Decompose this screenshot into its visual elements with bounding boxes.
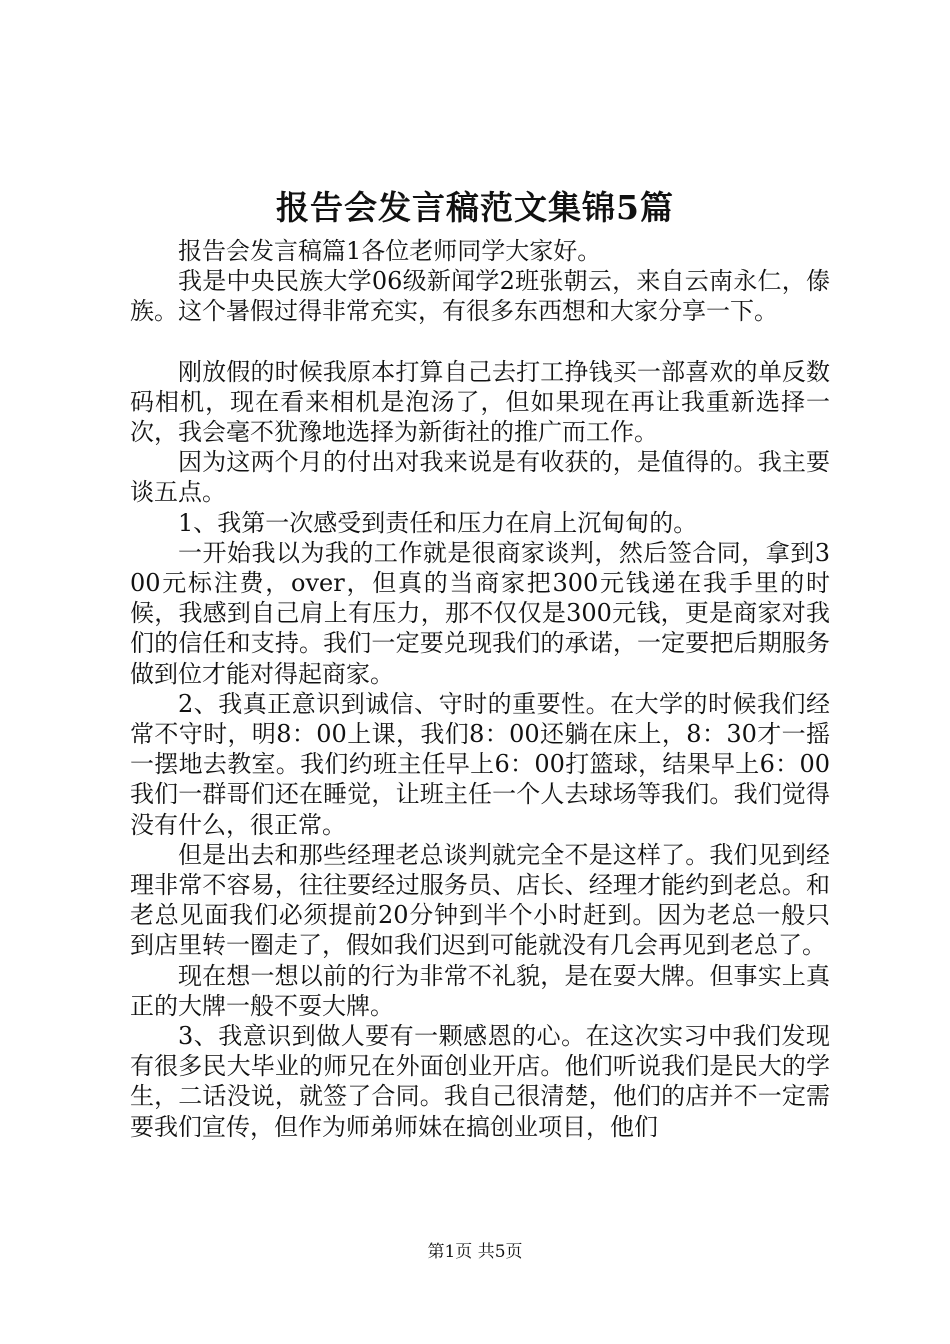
paragraph-3: 刚放假的时候我原本打算自己去打工挣钱买一部喜欢的单反数码相机，现在看来相机是泡汤了，但如果现在再让我重新选择一次，我会毫不犹豫地选择为新街社的推广而工作。 <box>130 357 830 447</box>
document-title: 报告会发言稿范文集锦5篇 <box>276 188 674 227</box>
paragraph-4: 因为这两个月的付出对我来说是有收获的，是值得的。我主要谈五点。 <box>130 448 830 507</box>
paragraph-7: 2、我真正意识到诚信、守时的重要性。在大学的时候我们经常不守时，明8：00上课，我们8：00还躺在床上，8：30才一摇一摆地去教室。我们约班主任早上6：00打篮球，结果早上6：00我们一群哥们还在睡觉，让班主任一个人去球场等我们。我们觉得没有什么，很正常。 <box>130 689 830 839</box>
paragraph-5: 1、我第一次感受到责任和压力在肩上沉甸甸的。 <box>178 508 698 537</box>
page-footer: 第1页 共5页 <box>427 1242 523 1262</box>
paragraph-1: 报告会发言稿篇1各位老师同学大家好。 <box>178 237 602 265</box>
document-body <box>130 236 830 1142</box>
paragraph-2: 我是中央民族大学06级新闻学2班张朝云，来自云南永仁，傣族。这个暑假过得非常充实，有很多东西想和大家分享一下。 <box>130 267 830 326</box>
paragraph-8: 但是出去和那些经理老总谈判就完全不是这样了。我们见到经理非常不容易，往往要经过服务员、店长、经理才能约到老总。和老总见面我们必须提前20分钟到半个小时赶到。因为老总一般只到店里转一圈走了，假如我们迟到可能就没有几会再见到老总了。 <box>130 840 830 960</box>
paragraph-9: 现在想一想以前的行为非常不礼貌，是在耍大牌。但事实上真正的大牌一般不耍大牌。 <box>130 961 830 1020</box>
paragraph-10: 3、我意识到做人要有一颗感恩的心。在这次实习中我们发现有很多民大毕业的师兄在外面创业开店。他们听说我们是民大的学生，二话没说，就签了合同。我自己很清楚，他们的店并不一定需要我们宣传，但作为师弟师妹在搞创业项目，他们 <box>130 1022 830 1141</box>
paragraph-6: 一开始我以为我的工作就是很商家谈判，然后签合同，拿到300元标注费，over，但真的当商家把300元钱递在我手里的时候，我感到自己肩上有压力，那不仅仅是300元钱，更是商家对我们的信任和支持。我们一定要兑现我们的承诺，一定要把后期服务做到位才能对得起商家。 <box>130 538 830 688</box>
